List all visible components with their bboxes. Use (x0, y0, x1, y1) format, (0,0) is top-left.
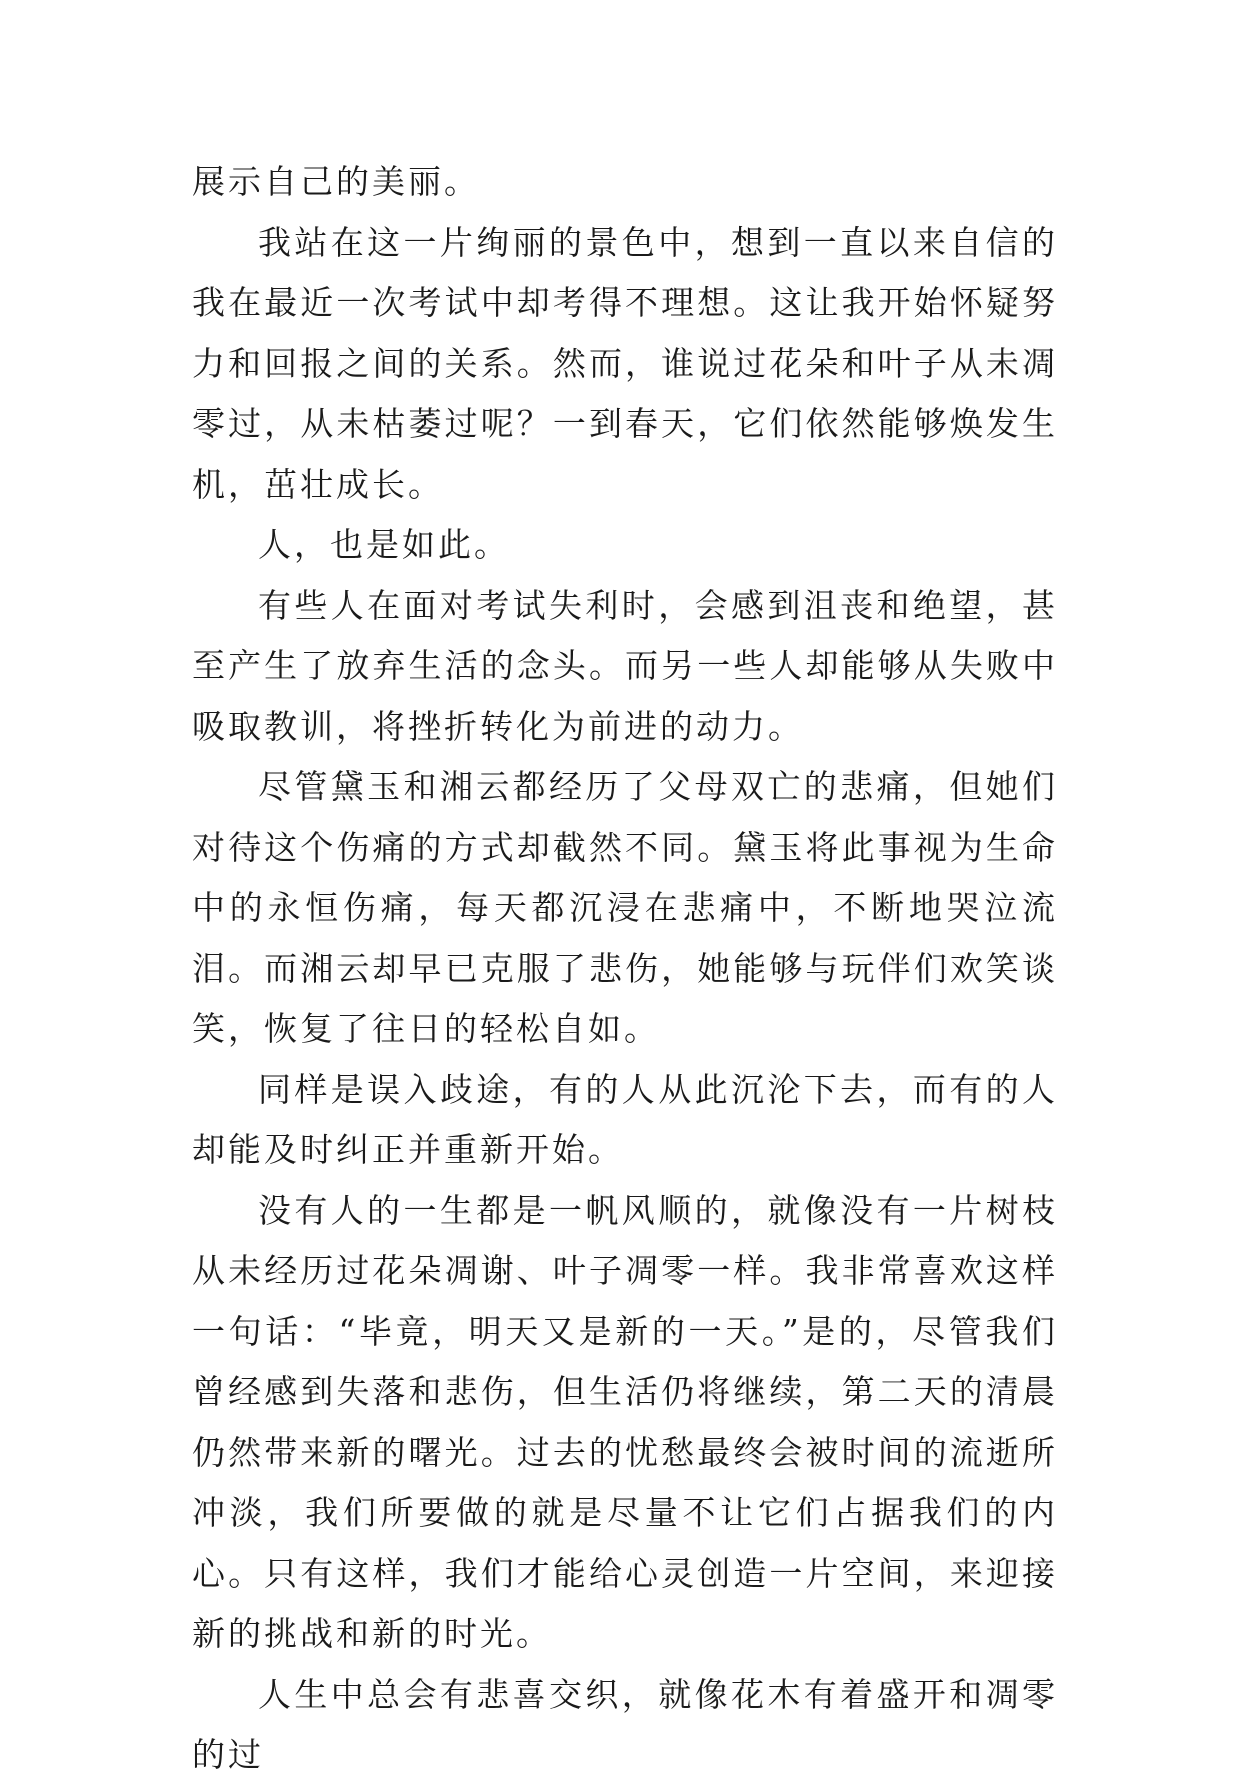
paragraph: 没有人的一生都是一帆风顺的，就像没有一片树枝从未经历过花朵凋谢、叶子凋零一样。我非常喜欢这样一句话：“毕竟，明天又是新的一天。”是的，尽管我们曾经感到失落和悲伤，但生活仍将继续，第二天的清晨仍然带来新的曙光。过去的忧愁最终会被时间的流逝所冲淡，我们所要做的就是尽量不让它们占据我们的内心。只有这样，我们才能给心灵创造一片空间，来迎接新的挑战和新的时光。 (192, 1190, 1058, 1653)
paragraph: 人生中总会有悲喜交织，就像花木有着盛开和凋零的过 (192, 1674, 1058, 1774)
paragraph: 尽管黛玉和湘云都经历了父母双亡的悲痛，但她们对待这个伤痛的方式却截然不同。黛玉将此事视为生命中的永恒伤痛，每天都沉浸在悲痛中，不断地哭泣流泪。而湘云却早已克服了悲伤，她能够与玩伴们欢笑谈笑，恢复了往日的轻松自如。 (192, 767, 1058, 1048)
paragraph: 同样是误入歧途，有的人从此沉沦下去，而有的人却能及时纠正并重新开始。 (192, 1069, 1058, 1169)
paragraph: 展示自己的美丽。 (192, 162, 480, 201)
body-text (192, 152, 1058, 1786)
paragraph: 人，也是如此。 (258, 525, 510, 564)
paragraph: 有些人在面对考试失利时，会感到沮丧和绝望，甚至产生了放弃生活的念头。而另一些人却能够从失败中吸取教训，将挫折转化为前进的动力。 (192, 585, 1058, 746)
paragraph: 我站在这一片绚丽的景色中，想到一直以来自信的我在最近一次考试中却考得不理想。这让我开始怀疑努力和回报之间的关系。然而，谁说过花朵和叶子从未凋零过，从未枯萎过呢？一到春天，它们依然能够焕发生机，茁壮成长。 (192, 222, 1058, 504)
